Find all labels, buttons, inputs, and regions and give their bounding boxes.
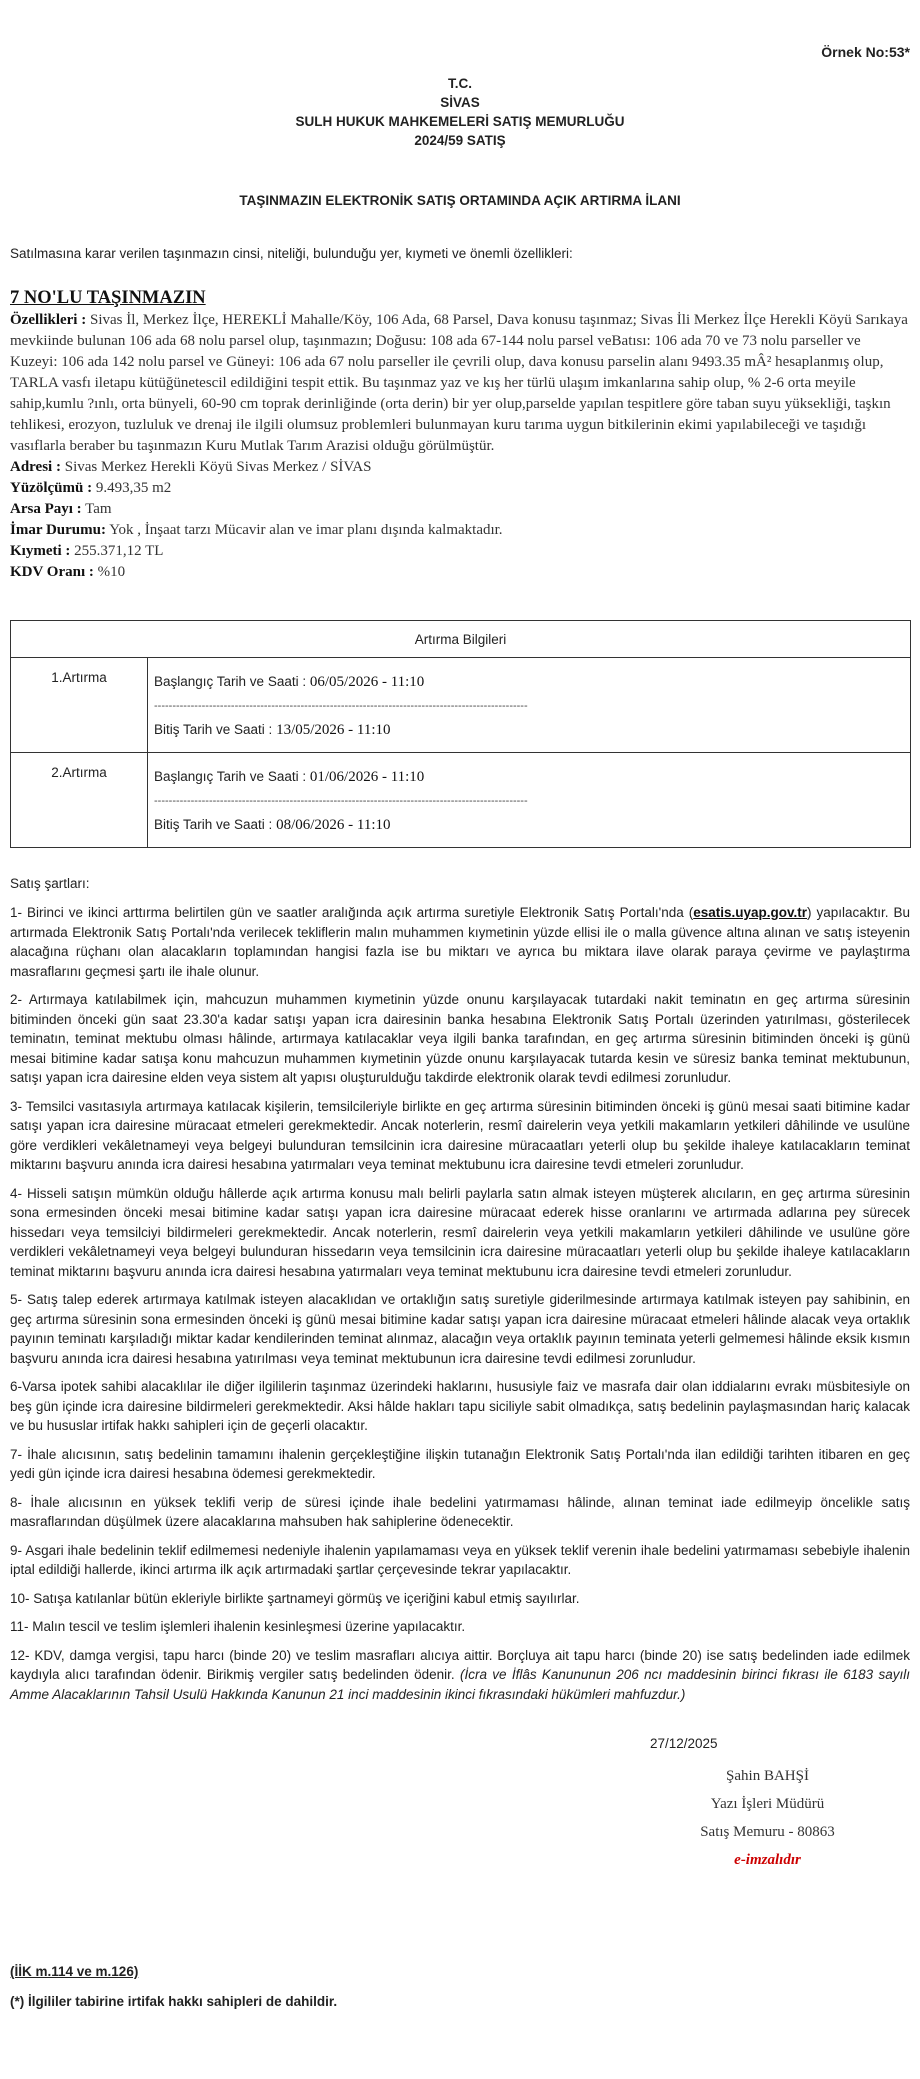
- zoning-label: İmar Durumu:: [10, 522, 106, 538]
- start-label: Başlangıç Tarih ve Saati :: [154, 769, 307, 784]
- legal-reservation-note: (İcra ve İflâs Kanununun 206 ncı maddesinin birinci fıkrası ile 6183 sayılı Amme Alacaklarının Tahsil Usulü Hakkında Kanunun 21 inci maddesinin ikinci fıkrasındaki hükümleri mahfuzdur.): [10, 1667, 910, 1702]
- condition-item: 5- Satış talep ederek artırmaya katılmak isteyen alacaklıdan ve ortaklığın satış suretiyle giderilmesinde artırmaya katılmak isteyen pay sahibinin, en geç artırma süresinin sona ermesinden önceki iş günü mesai bitimine kadar satışı yapan icra dairesine müracaat etmeleri hâlinde alacak veya ortaklık payının teminatı karşıladığı miktar kadar kendilerinden teminat alınmaz, alacağın veya ortaklık payının teminata yeterli gelmemesi hâlinde eksik kısmın başvuru anında icra dairesi hesabına yatırılması veya teminat mektubunun icra dairesine tevdi edilmesi zorunludur.: [10, 1292, 910, 1366]
- end-label: Bitiş Tarih ve Saati :: [154, 817, 273, 832]
- intro-text: Satılmasına karar verilen taşınmazın cinsi, niteliği, bulunduğu yer, kıymeti ve önemli özellikleri:: [10, 246, 573, 261]
- auction-round-info: [148, 658, 911, 753]
- condition-item: 10- Satışa katılanlar bütün ekleriyle birlikte şartnameyi görmüş ve içeriğini kabul etmiş sayılırlar.: [10, 1590, 580, 1606]
- signer-name: Şahin BAHŞİ: [726, 1768, 809, 1784]
- features-text: Sivas İl, Merkez İlçe, HEREKLİ Mahalle/Köy, 106 Ada, 68 Parsel, Dava konusu taşınmaz; Sivas İli Merkez İlçe Herekli Köyü Sarıkaya mevkiinde bulunan 106 ada 68 nolu parsel olup, taşınmazın; Doğusu: 108 ada 67-144 nolu parsel veBatısı: 106 ada 70 ve 73 nolu parseller ve Kuzeyi: 106 ada 142 nolu parsel ve Güneyi: 106 ada 67 nolu parseller ile çevrili olup, dava konusu parselin alanı 9493.35 mÂ² hesaplanmış olup, TARLA vasfı iletapu kütüğünetescil edildiğini tespit ettik. Bu taşınmaz yaz ve kış her türlü ulaşım imkanlarına sahip olup, % 2-6 orta meyile sahip,kumlu ?ınlı, orta bünyeli, 60-90 cm toprak derinliğinde (orta derin) bir yer olup,parselde yapılan tespitlere göre taban suyu yüksekliği, taşkın tehlikesi, erozyon, tuzluluk ve drenaj ile ilgili olumsuz problemleri bulunmayan kuru tarıma uygun bitkilerinin ekimi yapılabileceği ve taşıdığı vasıflarla beraber bu taşınmazın Kuru Mutlak Tarım Arazisi olduğu görülmüştür.: [10, 312, 908, 454]
- header-line: SULH HUKUK MAHKEMELERİ SATIŞ MEMURLUĞU: [295, 114, 625, 129]
- auction-round-label: 2.Artırma: [11, 753, 148, 848]
- auction-round-info: [148, 753, 911, 848]
- separator-line: ------------------------------------------------------------------------------------------------------: [154, 795, 528, 807]
- condition-item: 6-Varsa ipotek sahibi alacaklılar ile diğer ilgililerin taşınmaz üzerindeki haklarını, hususiyle faiz ve masrafa dair olan iddialarını evrakı müsbitesiyle on beş gün içinde icra dairesine bildirmeleri gerekmektedir. Aksi hâlde hakları tapu siciliyle sabit olmadıkça, satış bedelinin paylaşmasından hariç kalacak ve bu hususlar irtifak hakkı sahipleri için de geçerli olacaktır.: [10, 1379, 910, 1433]
- end-label: Bitiş Tarih ve Saati :: [154, 722, 273, 737]
- property-title: 7 NO'LU TAŞINMAZIN: [10, 288, 206, 308]
- condition-item: 9- Asgari ihale bedelinin teklif edilmemesi nedeniyle ihalenin yapılamaması veya en yüksek teklif verenin ihale bedelini yatırmaması sebebiyle ihalenin iptal edildiği hallerde, ikinci artırma ilk açık artırmadaki şartlar çerçevesinde tekrar yapılacaktır.: [10, 1542, 910, 1577]
- auction-table: [10, 620, 911, 848]
- condition-item: 1- Birinci ve ikinci arttırma belirtilen gün ve saatler aralığında açık artırma suretiyle Elektronik Satış Portalı'nda (esatis.uyap.gov.tr) yapılacaktır. Bu artırmada Elektronik Satış Portalı'nda verilecek tekliflerin malın muhammen kıymetinin yüzde ellisi ile o malla güvence altına alınan ve satış isteyenin alacağına rüçhanı olan alacakların toplamından hangisi fazla ise bu miktarı ve ayrıca bu miktara ilave olarak paraya çevirme ve paylaştırma masraflarını geçmesi şartı ile ihale olunur.: [10, 905, 910, 979]
- table-row: [11, 658, 911, 753]
- zoning-value: Yok , İnşaat tarzı Mücavir alan ve imar planı dışında kalmaktadır.: [109, 522, 503, 538]
- start-datetime: 06/05/2026 - 11:10: [309, 674, 425, 690]
- address-value: Sivas Merkez Herekli Köyü Sivas Merkez / SİVAS: [64, 459, 372, 475]
- condition-item: 11- Malın tescil ve teslim işlemleri ihalenin kesinleşmesi üzerine yapılacaktır.: [10, 1619, 466, 1634]
- area-value: 9.493,35 m2: [95, 480, 172, 496]
- property-details: [10, 310, 910, 583]
- footnote: (*) İlgililer tabirine irtifak hakkı sahipleri de dahildir.: [10, 1994, 338, 2009]
- features-label: Özellikleri :: [10, 312, 87, 328]
- announcement-title: TAŞINMAZIN ELEKTRONİK SATIŞ ORTAMINDA AÇIK ARTIRMA İLANI: [239, 193, 681, 208]
- share-label: Arsa Payı :: [10, 501, 82, 517]
- header-line: 2024/59 SATIŞ: [414, 133, 506, 148]
- condition-item: 7- İhale alıcısının, satış bedelinin tamamını ihalenin gerçekleştiğine ilişkin tutanağın Elektronik Satış Portalı'nda ilan edildiği tarihten itibaren en geç yedi gün içinde icra dairesi hesabına ödemesi gerekmektedir.: [10, 1446, 910, 1481]
- header-line: SİVAS: [440, 95, 480, 110]
- end-datetime: 13/05/2026 - 11:10: [276, 722, 391, 738]
- value-amount: 255.371,12 TL: [74, 543, 164, 559]
- condition-item: 4- Hisseli satışın mümkün olduğu hâllerde açık artırma konusu malı belirli paylarla satın almak isteyen müşterek alıcıların, en geç artırma süresinin sona ermesinden önceki mesai bitimine kadar satışı yapan icra dairesine müracaat ederek hisse oranlarını ve artırmada adlarına pey sürecek hissedarı veya temsilciyi bildirmeleri gerekmektedir. Ancak noterlerin, resmî dairelerin veya yetkili makamların yetkileri dâhilinde ve usulüne göre verdikleri vekâletnameyi veya belgeyi bulunduran hissedarın veya temsilcinin icra dairesine müracaatları yeterli olup bu şekilde ihaleye katılacakların teminat miktarını başvuru anında icra dairesi hesabına yatırmaları veya teminat mektubunu icra dairesine tevdi etmeleri zorunludur.: [10, 1185, 910, 1279]
- signer-role: Yazı İşleri Müdürü: [710, 1796, 825, 1812]
- esatis-link[interactable]: esatis.uyap.gov.tr: [693, 905, 807, 920]
- header-line: T.C.: [447, 76, 472, 91]
- area-label: Yüzölçümü :: [10, 480, 93, 496]
- address-label: Adresi :: [10, 459, 61, 475]
- legal-reference: (İİK m.114 ve m.126): [10, 1964, 139, 1979]
- value-label: Kıymeti :: [10, 543, 71, 559]
- signature-block: [655, 1762, 880, 1874]
- document-header: [10, 74, 910, 150]
- condition-item: 8- İhale alıcısının en yüksek teklifi verip de süresi içinde ihale bedelini yatırmaması hâlinde, alınan teminat iade edilmeyip öncelikle satış masraflarından düşülmek üzere alacaklarına mahsuben hak sahiplerine ödenecektir.: [10, 1494, 910, 1529]
- separator-line: ------------------------------------------------------------------------------------------------------: [154, 700, 528, 712]
- condition-item: 12- KDV, damga vergisi, tapu harcı (binde 20) ve teslim masrafları alıcıya aittir. Borçluya ait tapu harcı (binde 20) ise satış bedelinden iade edilmek kaydıyla alıcı tarafından ödenir. Birikmiş vergiler satış bedelinden ödenir. (İcra ve İflâs Kanununun 206 ncı maddesinin birinci fıkrası ile 6183 sayılı Amme Alacaklarının Tahsil Usulü Hakkında Kanunun 21 inci maddesinin ikinci fıkrasındaki hükümleri mahfuzdur.): [10, 1647, 910, 1702]
- conditions-list: [10, 903, 910, 1713]
- end-datetime: 08/06/2026 - 11:10: [276, 817, 391, 833]
- condition-item: 3- Temsilci vasıtasıyla artırmaya katılacak kişilerin, temsilcileriyle birlikte en geç artırma süresinin bitiminden önceki iş günü mesai saati bitimine kadar satışı yapan icra dairesine müracaat etmeleri gerekmektedir. Ancak noterlerin, resmî dairelerin veya yetkili makamların yetkileri dâhilinde ve usulüne göre verdikleri vekâletnameyi veya belgeyi bulunduran temsilcinin icra dairesine müracaatları yeterli olup bu şekilde ihaleye katılacakların teminat miktarını başvuru anında icra dairesi hesabına yatırmaları veya teminat mektubunu icra dairesine tevdi etmeleri zorunludur.: [10, 1098, 910, 1172]
- ornek-number: Örnek No:53*: [821, 44, 910, 60]
- auction-round-label: 1.Artırma: [11, 658, 148, 753]
- signature-date: 27/12/2025: [650, 1736, 718, 1751]
- condition-item: 2- Artırmaya katılabilmek için, mahcuzun muhammen kıymetinin yüzde onunu karşılayacak tutardaki nakit teminatın en geç artırma süresinin bitiminden önceki gün saat 23.30'a kadar satışı yapan icra dairesinin banka hesabına Elektronik Satış Portalı üzerinden yatırılması, gösterilecek teminatın, teminat mektubu olması hâlinde, artırmaya katılacaklar veya ilgili banka tarafından, en geç artırma süresinin bitiminden önceki iş günü mesai bitimine kadar satışa konu mahcuzun muhammen kıymetinin yüzde onunu karşılayacak tutarda kesin ve süresiz banka teminat mektubunun, satışı yapan icra dairesine elden veya sistem alt yapısı oluşturulduğu takdirde elektronik olarak tevdi edilmesi zorunludur.: [10, 992, 910, 1085]
- conditions-title: Satış şartları:: [10, 876, 90, 891]
- vat-value: %10: [97, 564, 126, 580]
- start-datetime: 01/06/2026 - 11:10: [309, 769, 425, 785]
- table-row: [11, 753, 911, 848]
- start-label: Başlangıç Tarih ve Saati :: [154, 674, 307, 689]
- share-value: Tam: [85, 501, 112, 517]
- vat-label: KDV Oranı :: [10, 564, 94, 580]
- e-signature-note: e-imzalıdır: [734, 1852, 801, 1868]
- signer-title: Satış Memuru - 80863: [700, 1824, 835, 1840]
- auction-table-header: Artırma Bilgileri: [11, 621, 911, 658]
